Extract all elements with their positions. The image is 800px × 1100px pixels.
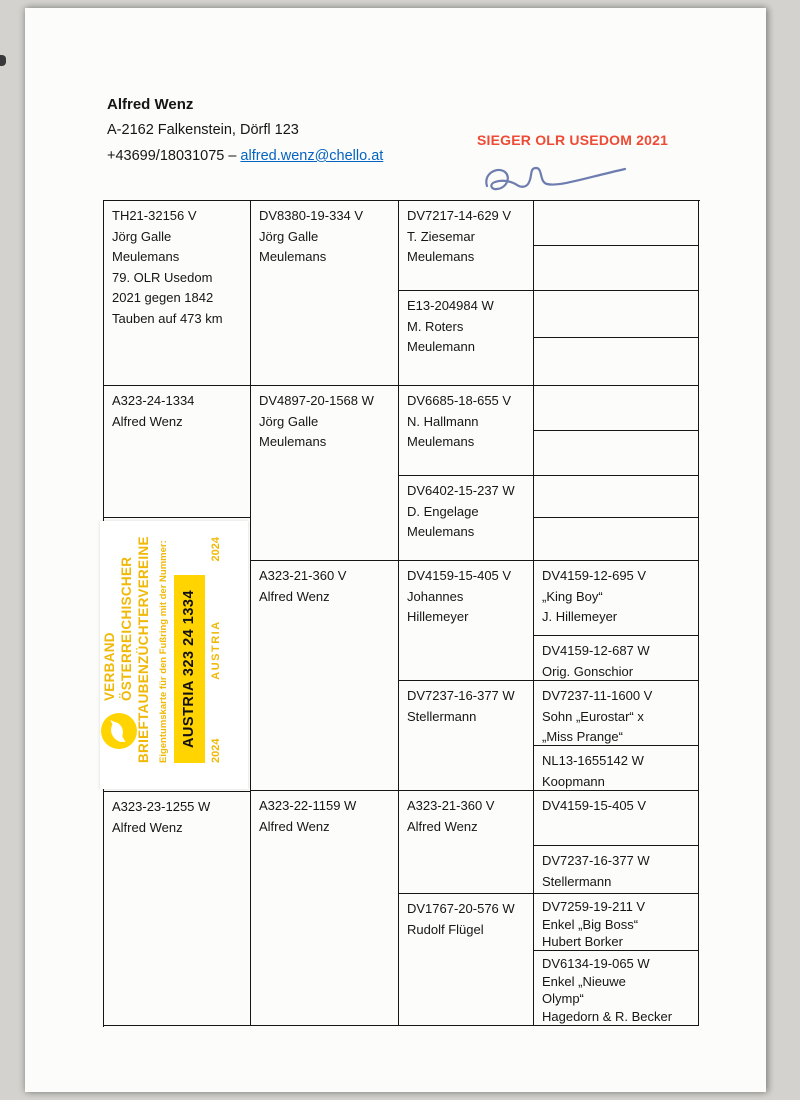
cell-gen4-bird4 — [534, 746, 699, 791]
cell-gen1-bird1 — [104, 201, 251, 386]
cell-line: A323-24-1334 — [112, 393, 195, 408]
cell-line: DV7237-11-1600 V — [542, 688, 653, 703]
owner-address: A-2162 Falkenstein, Dörfl 123 — [107, 122, 299, 138]
cell-gen4-bird6 — [534, 846, 699, 894]
cell-line: „King Boy“ — [542, 588, 603, 604]
cell-line: Jörg Galle — [259, 413, 319, 429]
cell-line: DV4159-12-687 W — [542, 643, 650, 658]
cell-gen4-empty8 — [534, 518, 699, 561]
pedigree-table — [103, 200, 700, 1027]
cell-line: Johannes — [407, 588, 464, 604]
cell-line: N. Hallmann — [407, 413, 479, 429]
owner-email-link[interactable]: alfred.wenz@chello.at — [240, 148, 384, 164]
cell-gen3-bird8 — [399, 894, 534, 1026]
cell-line: Meulemans — [112, 249, 180, 264]
cell-line: Meulemans — [259, 249, 327, 264]
cell-line: Alfred Wenz — [407, 818, 478, 834]
cell-gen3-bird6 — [399, 681, 534, 791]
cell-line: Jörg Galle — [112, 228, 172, 244]
card-country: AUSTRIA — [210, 620, 222, 680]
card-org-line1: VERBAND — [102, 632, 117, 701]
cell-line: A323-21-360 V — [407, 798, 495, 813]
cell-gen4-bird3 — [534, 681, 699, 746]
cell-line: Jörg Galle — [259, 228, 319, 244]
cell-line: Olymp“ — [542, 991, 584, 1006]
card-bottom-row — [210, 537, 222, 763]
cell-line: Meulemans — [407, 524, 475, 539]
cell-line: TH21-32156 V — [112, 208, 197, 223]
cell-line: NL13-1655142 W — [542, 753, 644, 768]
cell-line: Enkel „Big Boss“ — [542, 916, 639, 932]
cell-line: DV4159-12-695 V — [542, 568, 647, 583]
cell-line: DV4897-20-1568 W — [259, 393, 374, 408]
cell-line: A323-23-1255 W — [112, 799, 211, 814]
cell-line: Meulemans — [407, 434, 475, 449]
cell-line: T. Ziesemar — [407, 228, 475, 244]
cell-line: Tauben auf 473 km — [112, 310, 223, 326]
card-year-right: 2024 — [210, 537, 222, 562]
cell-line: DV4159-15-405 V — [407, 568, 512, 583]
cell-gen3-bird5 — [399, 561, 534, 681]
cell-line: Hillemeyer — [407, 609, 469, 624]
cell-gen3-bird4 — [399, 476, 534, 561]
cell-gen4-empty7 — [534, 476, 699, 518]
cell-line: Meulemans — [259, 434, 327, 449]
cell-line: Rudolf Flügel — [407, 921, 484, 937]
cell-gen3-bird1 — [399, 201, 534, 291]
cell-line: DV8380-19-334 V — [259, 208, 364, 223]
owner-name: Alfred Wenz — [107, 96, 194, 113]
cell-line: DV6134-19-065 W — [542, 956, 650, 971]
cell-line: M. Roters — [407, 318, 464, 334]
cell-gen4-bird5 — [534, 791, 699, 846]
ownership-card-face — [100, 521, 248, 789]
card-year-left: 2024 — [210, 738, 222, 763]
cell-line: DV4159-15-405 V — [542, 798, 647, 813]
contact-separator: – — [228, 148, 237, 164]
cell-gen4-empty2 — [534, 246, 699, 291]
cell-line: Alfred Wenz — [112, 819, 183, 835]
owner-phone: +43699/18031075 — [107, 148, 225, 164]
cell-line: DV7217-14-629 V — [407, 208, 512, 223]
cell-gen4-bird8 — [534, 951, 699, 1026]
cell-line: 2021 gegen 1842 — [112, 290, 214, 305]
cell-line: Orig. Gonschior — [542, 663, 634, 679]
cell-gen4-empty5 — [534, 386, 699, 431]
cell-line: Meulemann — [407, 339, 475, 354]
ownership-card — [100, 521, 248, 789]
card-ring-number: AUSTRIA 323 24 1334 — [174, 575, 205, 763]
cell-line: A323-22-1159 W — [259, 798, 357, 813]
cell-line: DV6685-18-655 V — [407, 393, 512, 408]
cell-line: D. Engelage — [407, 503, 479, 519]
cell-line: Hubert Borker — [542, 934, 623, 949]
cell-line: DV1767-20-576 W — [407, 901, 515, 916]
cell-gen1-bird2 — [104, 386, 251, 518]
cell-gen2-bird4 — [251, 791, 399, 1026]
cell-line: A323-21-360 V — [259, 568, 347, 583]
cell-line: Sohn „Eurostar“ x — [542, 708, 644, 724]
cell-gen2-bird1 — [251, 201, 399, 386]
cell-gen4-empty4 — [534, 338, 699, 386]
cell-line: Meulemans — [407, 249, 475, 264]
cell-gen3-bird7 — [399, 791, 534, 894]
federation-dove-icon — [101, 713, 137, 749]
cell-line: Koopmann — [542, 773, 605, 789]
cell-line: Hagedorn & R. Becker — [542, 1008, 673, 1024]
cell-gen4-bird7 — [534, 894, 699, 951]
cell-line: DV7237-16-377 W — [407, 688, 515, 703]
cell-line: Alfred Wenz — [112, 413, 183, 429]
cell-line: Stellermann — [407, 708, 477, 724]
cell-line: DV7259-19-211 V — [542, 899, 646, 914]
card-org-line2: ÖSTERREICHISCHER — [119, 556, 134, 701]
cell-gen4-empty6 — [534, 431, 699, 476]
cell-line: Alfred Wenz — [259, 818, 330, 834]
document-page — [25, 8, 766, 1092]
cell-gen1-bird3 — [104, 791, 251, 1026]
cell-gen2-bird3 — [251, 561, 399, 791]
cell-line: DV7237-16-377 W — [542, 853, 650, 868]
card-subtitle: Eigentumskarte für den Fußring mit der Nummer: — [158, 540, 169, 763]
cell-line: Alfred Wenz — [259, 588, 330, 604]
owner-contact-line — [107, 148, 383, 164]
scan-edge-mark — [0, 55, 6, 66]
cell-gen4-bird1 — [534, 561, 699, 636]
cell-gen3-bird2 — [399, 291, 534, 386]
cell-gen4-bird2 — [534, 636, 699, 681]
cell-line: E13-204984 W — [407, 298, 494, 313]
cell-line: „Miss Prange“ — [542, 729, 623, 744]
cell-line: J. Hillemeyer — [542, 609, 618, 624]
cell-line: Enkel „Nieuwe — [542, 973, 626, 989]
cell-line: 79. OLR Usedom — [112, 269, 213, 285]
cell-gen4-empty3 — [534, 291, 699, 338]
cell-gen4-empty1 — [534, 201, 699, 246]
cell-gen2-bird2 — [251, 386, 399, 561]
cell-line: DV6402-15-237 W — [407, 483, 515, 498]
cell-gen3-bird3 — [399, 386, 534, 476]
cell-line: Stellermann — [542, 873, 612, 889]
award-title: SIEGER OLR USEDOM 2021 — [477, 132, 669, 148]
handwritten-signature — [473, 158, 641, 206]
card-org-line3: BRIEFTAUBENZÜCHTERVEREINE — [136, 536, 151, 763]
